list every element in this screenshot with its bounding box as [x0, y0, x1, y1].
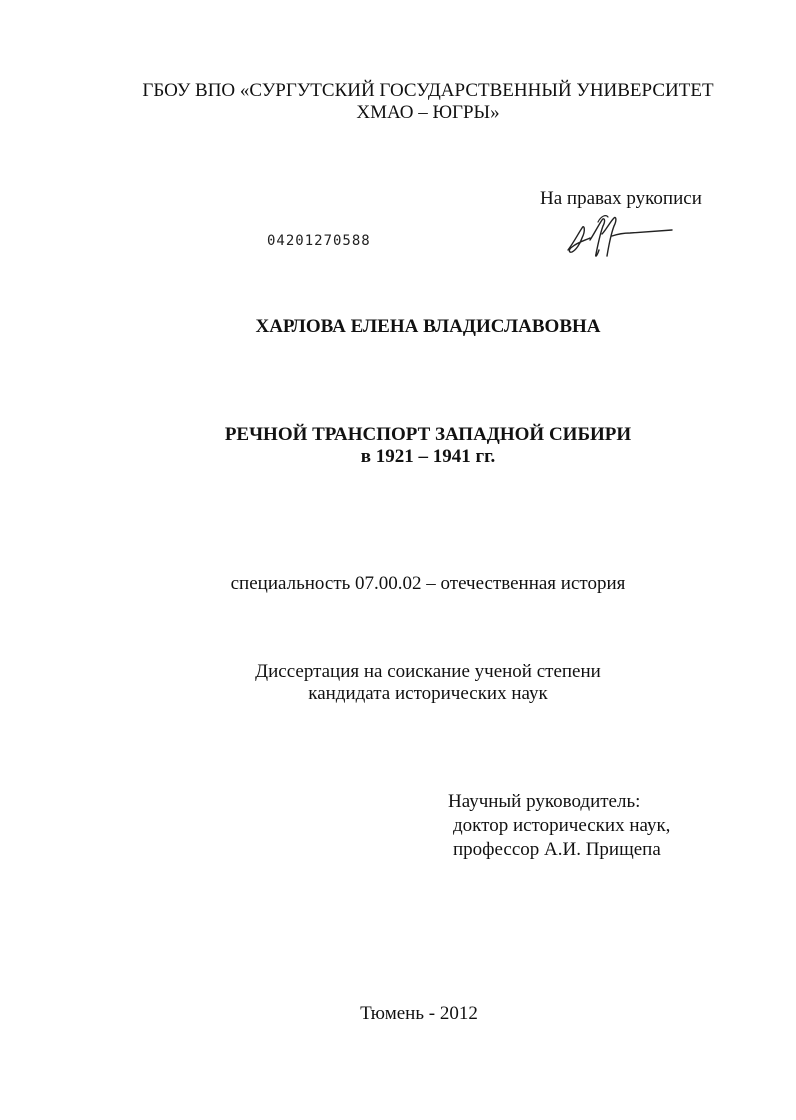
specialty: специальность 07.00.02 – отечественная история [230, 573, 626, 594]
degree-line-1: Диссертация на соискание ученой степени [255, 661, 601, 682]
supervisor-label: Научный руководитель: [448, 791, 641, 812]
supervisor-name: профессор А.И. Прищепа [453, 839, 661, 860]
supervisor-block [448, 790, 670, 862]
dissertation-title [30, 424, 796, 468]
supervisor-degree: доктор исторических наук, [453, 815, 671, 836]
city-year: Тюмень - 2012 [360, 1003, 478, 1024]
title-line-2: в 1921 – 1941 гг. [360, 446, 496, 467]
degree-statement [30, 661, 796, 705]
rights-note: На правах рукописи [540, 188, 702, 209]
organization-header [30, 80, 796, 124]
title-line-1: РЕЧНОЙ ТРАНСПОРТ ЗАПАДНОЙ СИБИРИ [224, 424, 632, 445]
document-number: 04201270588 [267, 233, 371, 249]
organization-line-2: ХМАО – ЮГРЫ» [356, 102, 500, 123]
degree-line-2: кандидата исторических наук [308, 683, 548, 704]
author-name: ХАРЛОВА ЕЛЕНА ВЛАДИСЛАВОВНА [255, 316, 601, 337]
handwritten-signature [560, 212, 675, 262]
organization-line-1: ГБОУ ВПО «СУРГУТСКИЙ ГОСУДАРСТВЕННЫЙ УНИВЕРСИТЕТ [142, 80, 714, 101]
